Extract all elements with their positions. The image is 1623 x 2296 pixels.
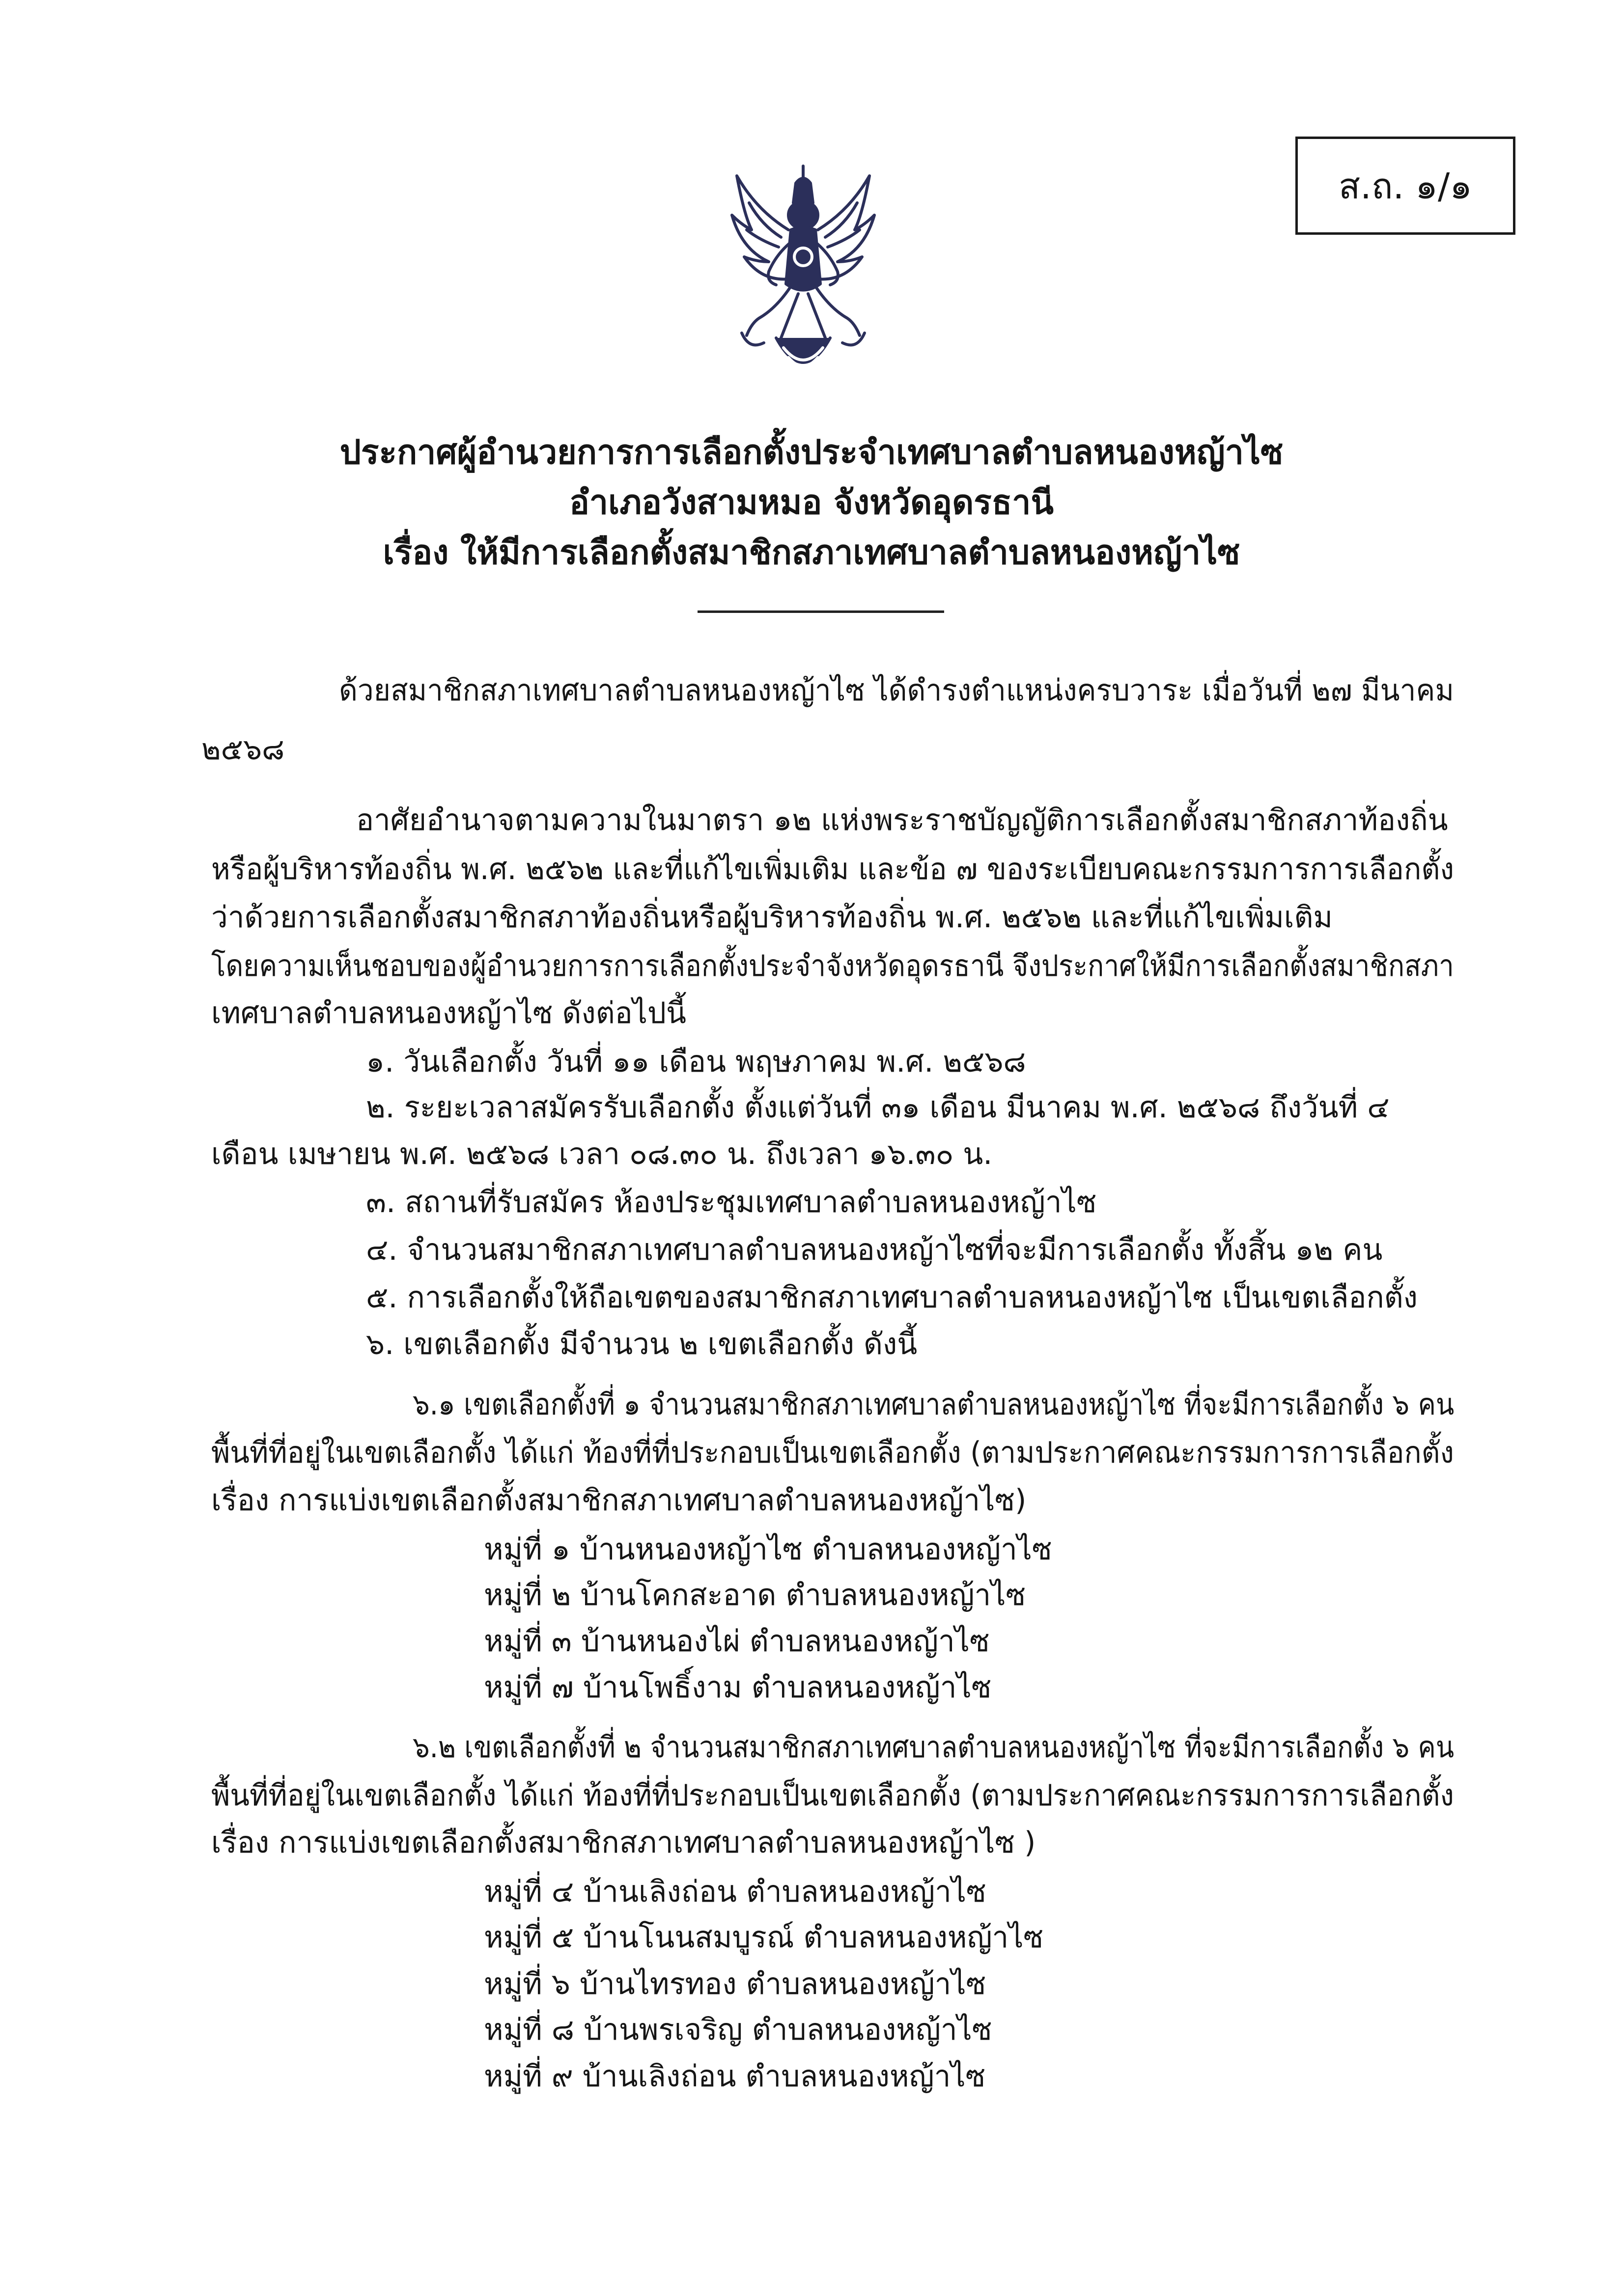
announcement-subject: เรื่อง ให้มีการเลือกตั้งสมาชิกสภาเทศบาลตำบลหนองหญ้าไซ	[383, 533, 1240, 572]
district2-line-2: พื้นที่ที่อยู่ในเขตเลือกตั้ง ได้แก่ ท้องที่ที่ประกอบเป็นเขตเลือกตั้ง (ตามประกาศคณะกรรมการการเลือกตั้ง	[211, 1778, 1454, 1813]
district1-village: หมู่ที่ ๗ บ้านโพธิ์งาม ตำบลหนองหญ้าไซ	[484, 1670, 992, 1705]
district2-village: หมู่ที่ ๔ บ้านเลิงถ่อน ตำบลหนองหญ้าไซ	[484, 1875, 986, 1909]
item-4: ๔. จำนวนสมาชิกสภาเทศบาลตำบลหนองหญ้าไซที่จะมีการเลือกตั้ง ทั้งสิ้น ๑๒ คน	[366, 1233, 1383, 1267]
item-5: ๕. การเลือกตั้งให้ถือเขตของสมาชิกสภาเทศบาลตำบลหนองหญ้าไซ เป็นเขตเลือกตั้ง	[366, 1280, 1418, 1315]
district2-village: หมู่ที่ ๖ บ้านไทรทอง ตำบลหนองหญ้าไซ	[484, 1967, 986, 2001]
item-2: ๒. ระยะเวลาสมัครรับเลือกตั้ง ตั้งแต่วันที่ ๓๑ เดือน มีนาคม พ.ศ. ๒๕๖๘ ถึงวันที่ ๔	[366, 1090, 1390, 1125]
announcement-district: อำเภอวังสามหมอ จังหวัดอุดรธานี	[569, 483, 1054, 522]
intro-line-1: ด้วยสมาชิกสภาเทศบาลตำบลหนองหญ้าไซ ได้ดำรงตำแหน่งครบวาระ เมื่อวันที่ ๒๗ มีนาคม	[339, 673, 1454, 708]
district1-village: หมู่ที่ ๓ บ้านหนองไผ่ ตำบลหนองหญ้าไซ	[484, 1624, 990, 1659]
district1-line-2: พื้นที่ที่อยู่ในเขตเลือกตั้ง ได้แก่ ท้องที่ที่ประกอบเป็นเขตเลือกตั้ง (ตามประกาศคณะกรรมการการเลือกตั้ง	[211, 1436, 1454, 1470]
item-1: ๑. วันเลือกตั้ง วันที่ ๑๑ เดือน พฤษภาคม พ.ศ. ๒๕๖๘	[366, 1045, 1026, 1079]
form-code: ส.ถ. ๑/๑	[1339, 165, 1472, 207]
district2-village: หมู่ที่ ๕ บ้านโนนสมบูรณ์ ตำบลหนองหญ้าไซ	[484, 1920, 1044, 1955]
item-3: ๓. สถานที่รับสมัคร ห้องประชุมเทศบาลตำบลหนองหญ้าไซ	[366, 1185, 1097, 1219]
para2-line-4: โดยความเห็นชอบของผู้อำนวยการการเลือกตั้งประจำจังหวัดอุดรธานี จึงประกาศให้มีการเลือกตั้งสมาชิกสภา	[211, 949, 1454, 983]
para2-line-2: หรือผู้บริหารท้องถิ่น พ.ศ. ๒๕๖๒ และที่แก้ไขเพิ่มเติม และข้อ ๗ ของระเบียบคณะกรรมการการเลือกตั้ง	[211, 852, 1455, 886]
para2-line-1: อาศัยอำนาจตามความในมาตรา ๑๒ แห่งพระราชบัญญัติการเลือกตั้งสมาชิกสภาท้องถิ่น	[356, 803, 1448, 837]
item-2-continued: เดือน เมษายน พ.ศ. ๒๕๖๘ เวลา ๐๘.๓๐ น. ถึงเวลา ๑๖.๓๐ น.	[211, 1137, 993, 1171]
district2-village: หมู่ที่ ๘ บ้านพรเจริญ ตำบลหนองหญ้าไซ	[484, 2013, 992, 2047]
garuda-emblem-icon	[722, 156, 884, 392]
para2-line-3: ว่าด้วยการเลือกตั้งสมาชิกสภาท้องถิ่นหรือผู้บริหารท้องถิ่น พ.ศ. ๒๕๖๒ และที่แก้ไขเพิ่มเติม	[211, 900, 1333, 935]
intro-line-2: ๒๕๖๘	[201, 732, 285, 767]
form-code-box	[1295, 137, 1515, 235]
district1-line-1: ๖.๑ เขตเลือกตั้งที่ ๑ จำนวนสมาชิกสภาเทศบาลตำบลหนองหญ้าไซ ที่จะมีการเลือกตั้ง ๖ คน	[413, 1387, 1455, 1422]
para2-line-5: เทศบาลตำบลหนองหญ้าไซ ดังต่อไปนี้	[211, 996, 686, 1030]
district2-village: หมู่ที่ ๙ บ้านเลิงถ่อน ตำบลหนองหญ้าไซ	[484, 2059, 986, 2094]
title-underline	[698, 610, 944, 613]
district1-village: หมู่ที่ ๑ บ้านหนองหญ้าไซ ตำบลหนองหญ้าไซ	[484, 1532, 1052, 1567]
district1-village: หมู่ที่ ๒ บ้านโคกสะอาด ตำบลหนองหญ้าไซ	[484, 1578, 1026, 1612]
district1-line-3: เรื่อง การแบ่งเขตเลือกตั้งสมาชิกสภาเทศบาลตำบลหนองหญ้าไซ)	[211, 1483, 1027, 1518]
district2-line-1: ๖.๒ เขตเลือกตั้งที่ ๒ จำนวนสมาชิกสภาเทศบาลตำบลหนองหญ้าไซ ที่จะมีการเลือกตั้ง ๖ คน	[413, 1730, 1455, 1765]
district2-line-3: เรื่อง การแบ่งเขตเลือกตั้งสมาชิกสภาเทศบาลตำบลหนองหญ้าไซ )	[211, 1826, 1036, 1860]
item-6: ๖. เขตเลือกตั้ง มีจำนวน ๒ เขตเลือกตั้ง ดังนี้	[366, 1327, 918, 1361]
announcement-title: ประกาศผู้อำนวยการการเลือกตั้งประจำเทศบาลตำบลหนองหญ้าไซ	[339, 433, 1284, 472]
